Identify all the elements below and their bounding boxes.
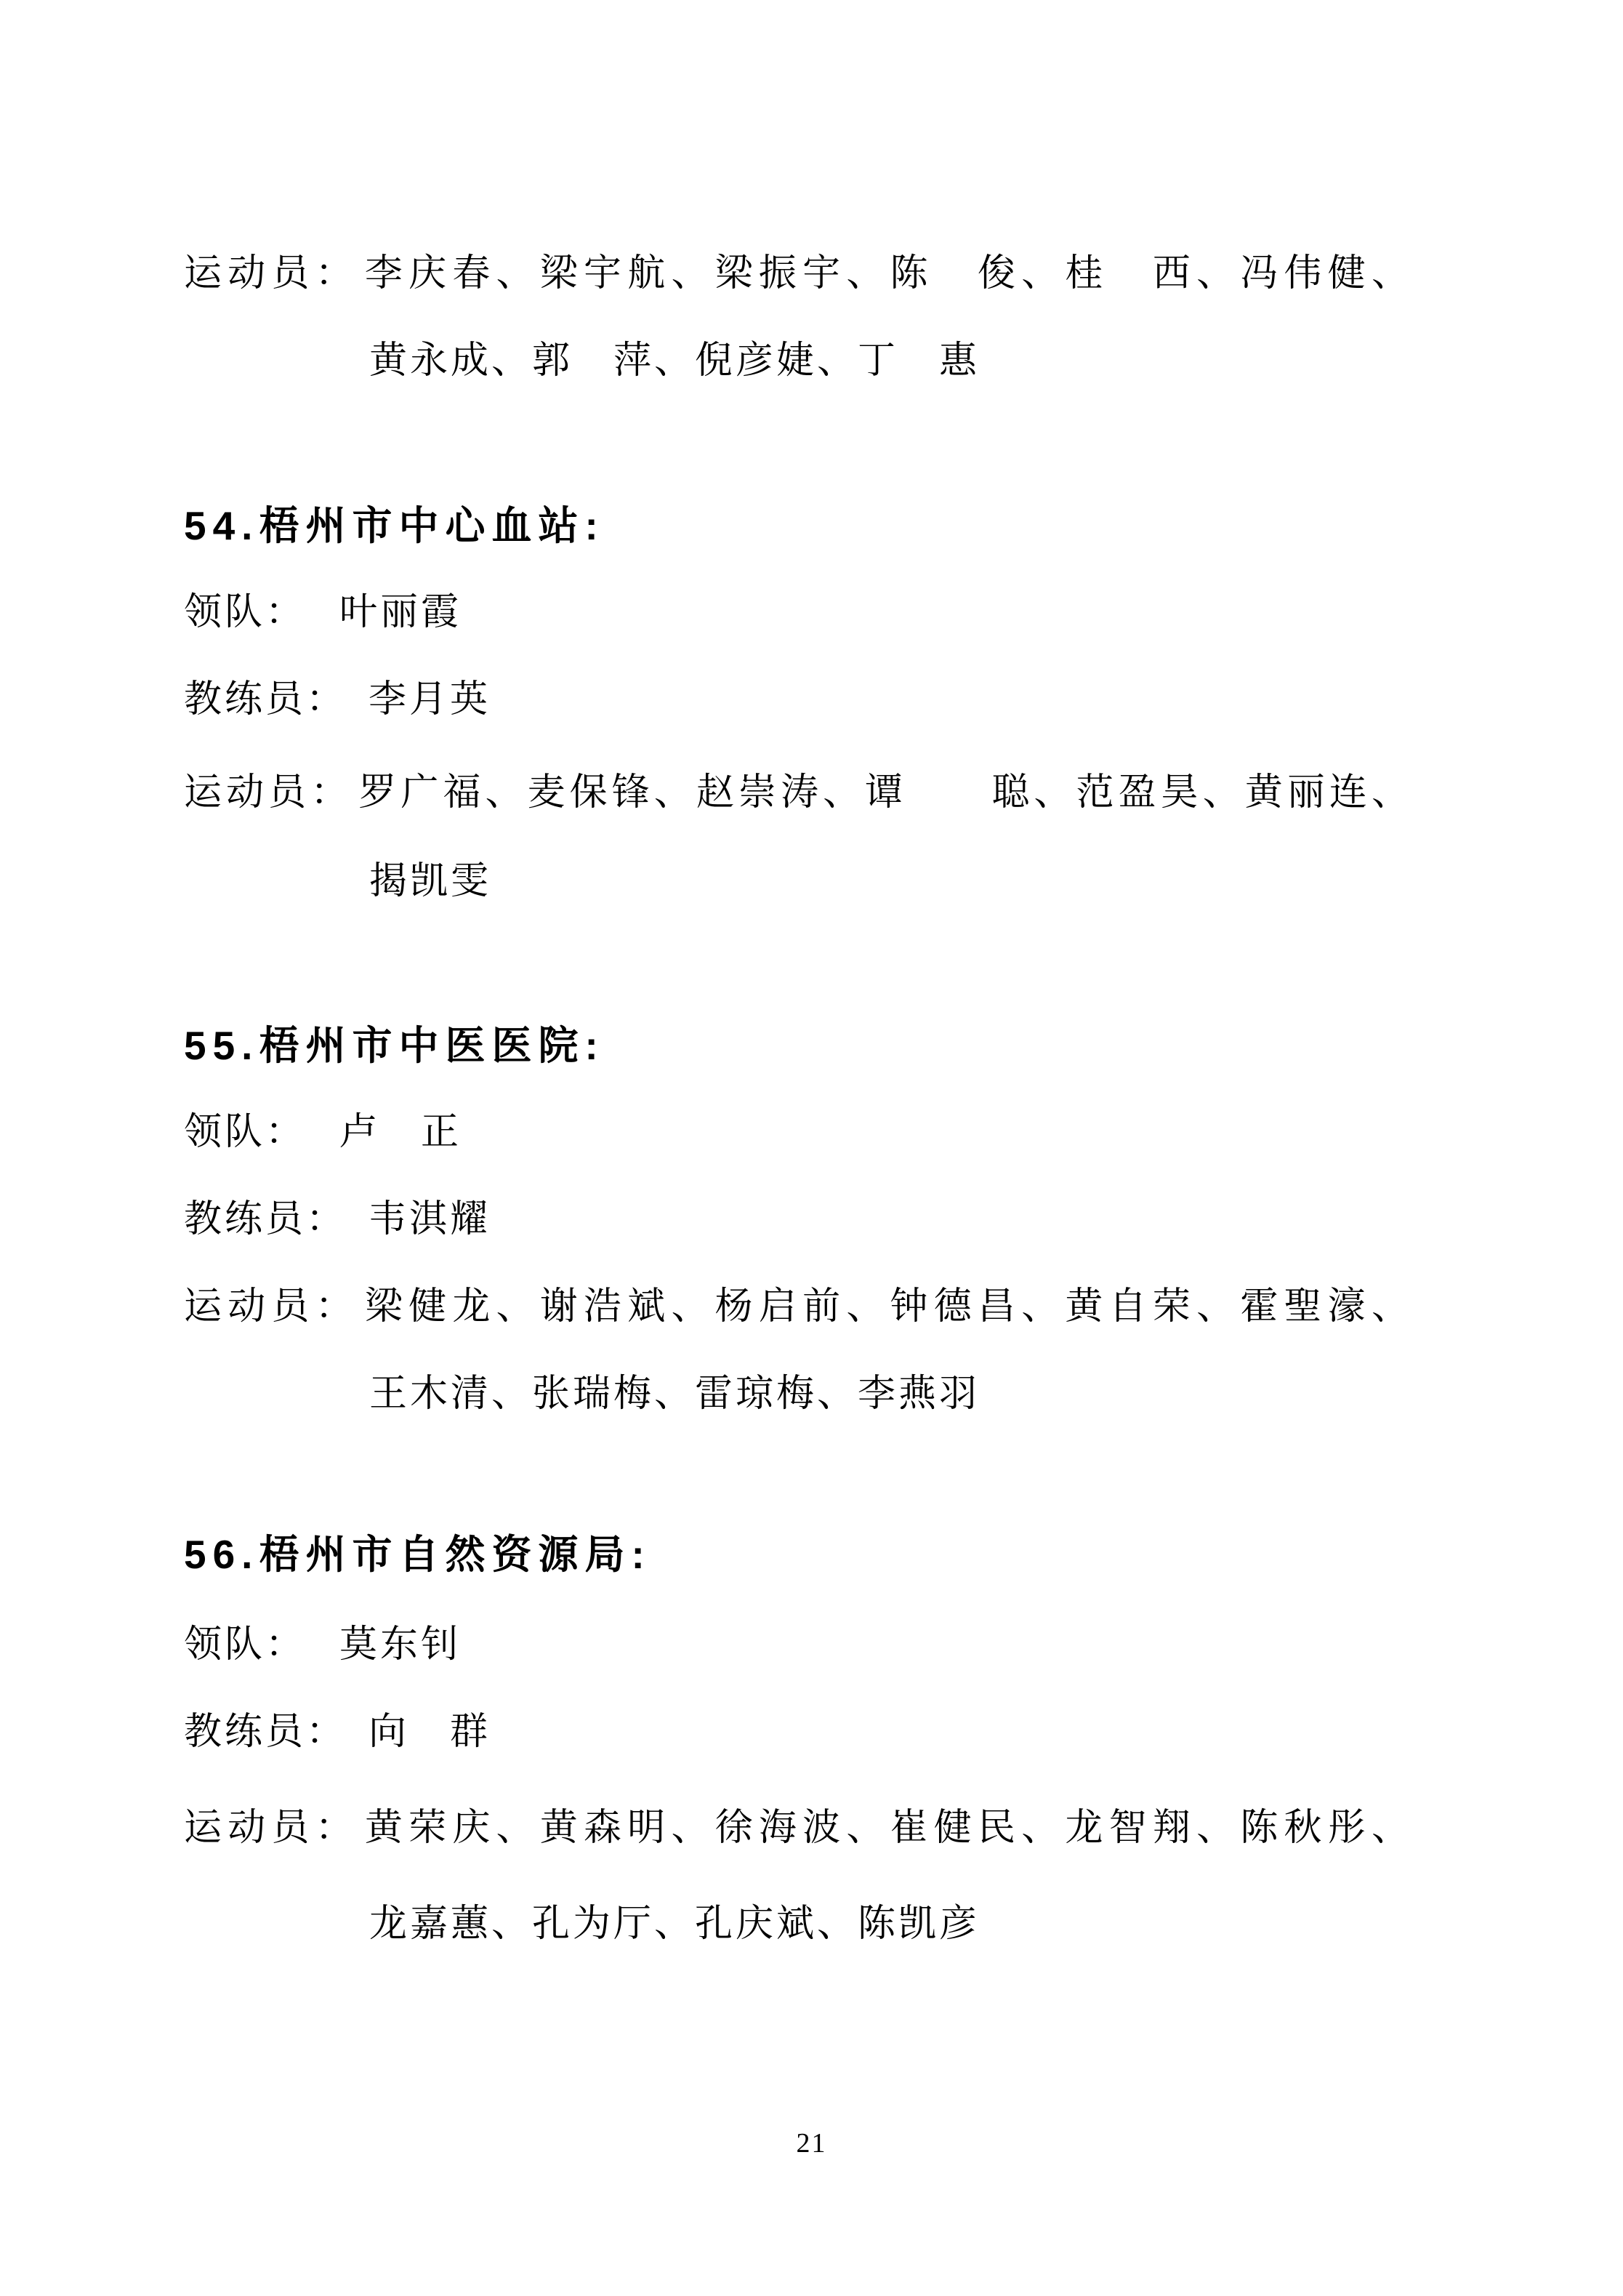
coach-label: 教练员： xyxy=(184,679,347,720)
intro-athletes-line-2 xyxy=(369,339,980,384)
section-55-leader-line xyxy=(184,1110,462,1155)
athletes-names: 揭凯雯 xyxy=(369,861,492,902)
section-54-athletes-line-1 xyxy=(184,771,1412,816)
athletes-label: 运动员： xyxy=(184,772,353,814)
section-55-coach-line xyxy=(184,1197,491,1243)
section-55-athletes-line-1 xyxy=(184,1285,1412,1330)
section-56-athletes-line-1 xyxy=(184,1806,1412,1851)
athletes-names: 黄荣庆、黄森明、徐海波、崔健民、龙智翔、陈秋彤、 xyxy=(364,1807,1412,1849)
leader-name: 卢 正 xyxy=(339,1112,462,1153)
section-54-heading: 54.梧州市中心血站: xyxy=(184,503,605,548)
coach-name: 李月英 xyxy=(369,679,491,720)
section-54-athletes-line-2 xyxy=(369,859,491,904)
page-number: 21 xyxy=(796,2128,827,2159)
section-54-coach-line xyxy=(184,678,491,723)
athletes-names: 龙嘉蕙、孔为厅、孔庆斌、陈凯彦 xyxy=(369,1903,980,1945)
athletes-label: 运动员： xyxy=(184,1807,359,1849)
leader-label: 领队： xyxy=(184,592,307,633)
leader-name: 叶丽霞 xyxy=(339,592,462,633)
coach-label: 教练员： xyxy=(184,1711,347,1753)
athletes-names: 罗广福、麦保锋、赵崇涛、谭 聪、范盈昊、黄丽连、 xyxy=(358,772,1412,814)
athletes-names: 黄永成、郭 萍、倪彦婕、丁 惠 xyxy=(369,340,980,382)
athletes-names: 梁健龙、谢浩斌、杨启前、钟德昌、黄自荣、霍聖濠、 xyxy=(364,1286,1412,1328)
leader-label: 领队： xyxy=(184,1624,307,1666)
athletes-names: 李庆春、梁宇航、梁振宇、陈 俊、桂 西、冯伟健、 xyxy=(364,253,1412,294)
section-54-leader-line xyxy=(184,590,462,635)
athletes-names: 王木清、张瑞梅、雷琼梅、李燕羽 xyxy=(369,1373,980,1415)
intro-athletes-line-1 xyxy=(184,252,1412,297)
section-55-athletes-line-2 xyxy=(369,1372,980,1417)
athletes-label: 运动员： xyxy=(184,1286,359,1328)
coach-name: 向 群 xyxy=(369,1711,491,1753)
leader-label: 领队： xyxy=(184,1112,307,1153)
section-56-athletes-line-2 xyxy=(369,1902,980,1947)
coach-name: 韦淇耀 xyxy=(369,1199,491,1240)
coach-label: 教练员： xyxy=(184,1199,347,1240)
section-55-heading: 55.梧州市中医医院: xyxy=(184,1023,605,1068)
section-56-heading: 56.梧州市自然资源局: xyxy=(184,1532,651,1577)
section-56-coach-line xyxy=(184,1710,491,1755)
athletes-label: 运动员： xyxy=(184,253,359,294)
section-56-leader-line xyxy=(184,1623,462,1668)
leader-name: 莫东钊 xyxy=(339,1624,462,1666)
